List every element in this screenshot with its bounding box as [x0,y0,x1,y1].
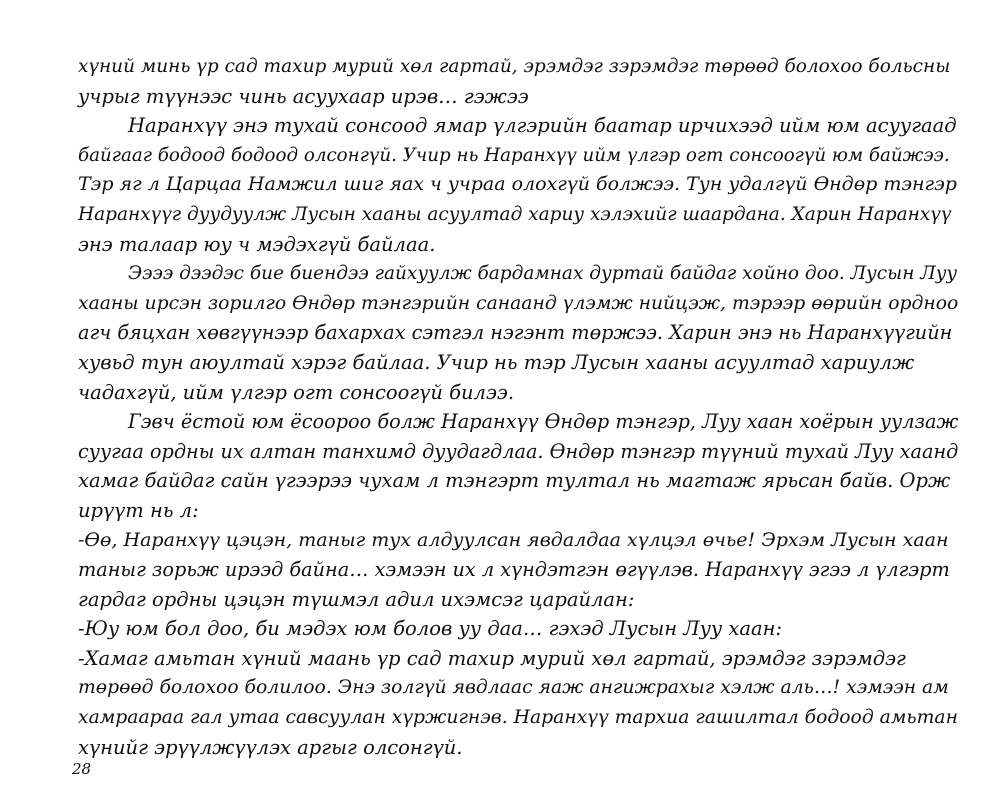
text-line: хүний минь үр сад тахир мурий хөл гартай, эрэмдэг зэрэмдэг төрөөд болохоо больсны [78,56,951,77]
text-line: төрөөд болохоо болилоо. Энэ золгүй явдлаас яаж ангижрахыг хэлж аль…! хэмээн ам [78,677,949,699]
text-line: хүнийг эрүүлжүүлэх аргыг олсонгүй. [78,735,463,759]
text-line: гардаг ордны цэцэн түшмэл адил ихэмсэг царайлан: [78,587,635,611]
text-line: Тэр яг л Царцаа Намжил шиг яах ч учраа олохгүй болжээ. Тун удалгүй Өндөр тэнгэр [78,173,957,196]
text-line: агч бяцхан хөвгүүнээр бахархах сэтгэл нэгэнт төржээ. Харин энэ нь Наранхүүгийн [78,321,953,345]
text-line: ирүүт нь л: [78,498,199,522]
text-line: -Өө, Наранхүү цэцэн, таныг тух алдуулсан явдалдаа хүлцэл өчье! Эрхэм Лусын хаан [78,528,949,551]
text-line: чадахгүй, ийм үлгэр огт сонсоогүй билээ. [78,380,515,404]
page-number: 28 [72,760,92,778]
text-line: хамаг байдаг сайн үгээрээ чухам л тэнгэрт тултал нь магтаж ярьсан байв. Орж [78,469,951,493]
text-line: учрыг түүнээс чинь асуухаар ирэв… гэжээ [78,84,529,108]
body-text [78,52,958,762]
text-line: -Хамаг амьтан хүний маань үр сад тахир мурий хөл гартай, эрэмдэг зэрэмдэг [78,646,906,670]
text-line: Ээээ дээдэс бие биендээ гайхуулж бардамнах дуртай байдаг хойно доо. Лусын Луу [128,263,958,285]
text-line: Наранхүүг дуудуулж Лусын хааны асуултад хариу хэлэхийг шаардана. Харин Наранхүү [78,203,952,225]
text-line: Наранхүү энэ тухай сонсоод ямар үлгэрийн баатар ирчихээд ийм юм асуугаад [128,114,957,138]
text-line: хувьд тун аюултай хэрэг байлаа. Учир нь тэр Лусын хааны асуултад хариулж [78,350,915,374]
text-line: хааны ирсэн зорилго Өндөр тэнгэрийн санаанд үлэмж нийцэж, тэрээр өөрийн ордноо [78,292,959,314]
text-line: энэ талаар юу ч мэдэхгүй байлаа. [78,232,436,256]
text-line: байгааг бодоод бодоод олсонгүй. Учир нь Наранхүү ийм үлгэр огт сонсоогүй юм байжээ. [78,144,950,166]
text-line: таныг зорьж ирээд байна… хэмээн их л хүндэтгэн өгүүлэв. Наранхүү эгээ л үлгэрт [78,558,950,582]
text-line: -Юу юм бол доо, би мэдэх юм болов уу даа… гэхэд Лусын Луу хаан: [78,617,783,641]
text-line: Гэвч ёстой юм ёсоороо болж Наранхүү Өндөр тэнгэр, Луу хаан хоёрын уулзаж [128,410,959,434]
text-line: суугаа ордны их алтан танхимд дуудагдлаа. Өндөр тэнгэр түүний тухай Луу хаанд [78,439,959,463]
text-line: хамраараа гал утаа савсуулан хүржигнэв. Наранхүү тархиа гашилтал бодоод амьтан [78,707,958,729]
